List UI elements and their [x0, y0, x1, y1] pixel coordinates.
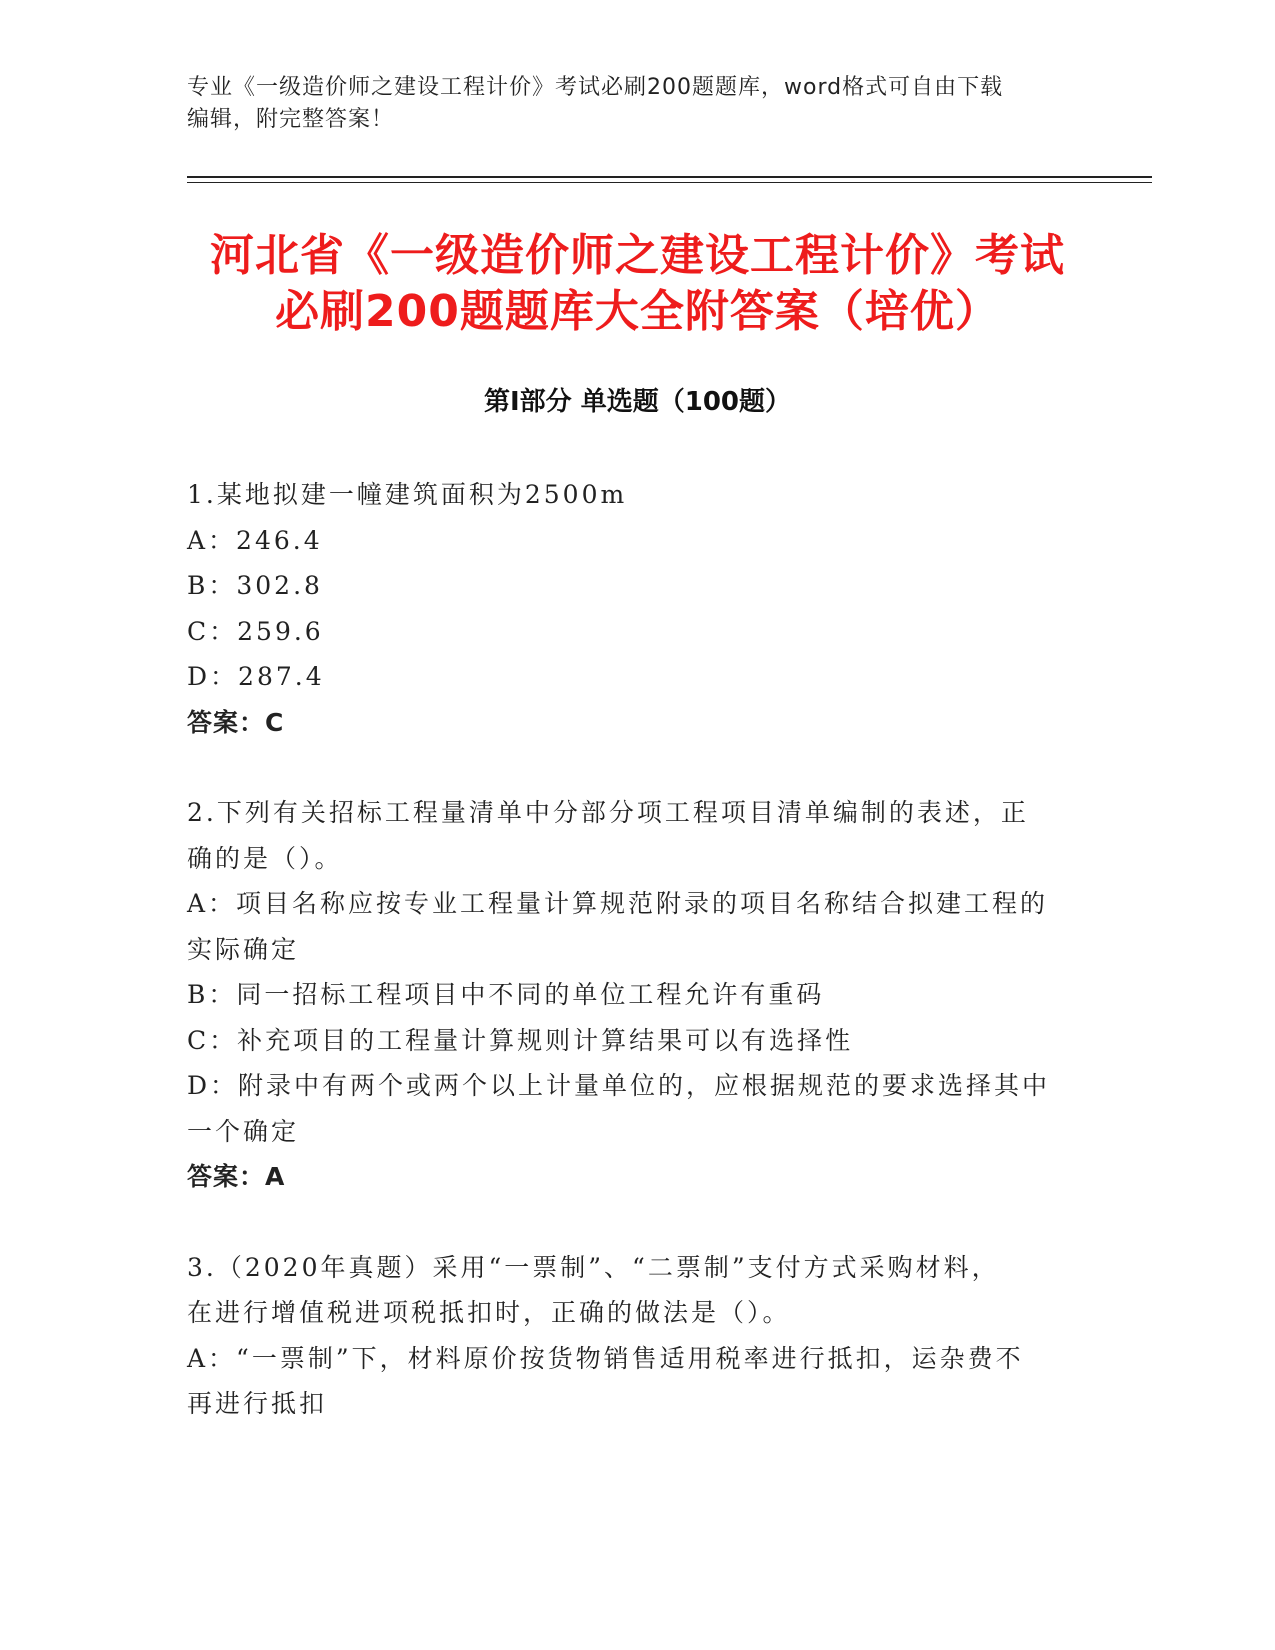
question-stem: 在进行增值税进项税抵扣时，正确的做法是（）。 — [187, 1298, 791, 1327]
question-stem: 3.（2020年真题）采用“一票制”、“二票制”支付方式采购材料， — [187, 1252, 1000, 1282]
question-list — [187, 472, 1067, 1427]
option-d-continued: 一个确定 — [187, 1116, 300, 1146]
option-a: A：项目名称应按专业工程量计算规范附录的项目名称结合拟建工程的 — [187, 889, 1049, 918]
header-note — [187, 72, 1067, 136]
option-a-continued: 实际确定 — [187, 934, 300, 964]
header-divider — [187, 176, 1152, 178]
option-a: A：246.4 — [187, 525, 323, 555]
header-note-line: 编辑，附完整答案！ — [187, 107, 395, 132]
document-title-line: 必刷200题题库大全附答案（培优） — [275, 286, 1000, 337]
option-d: D：287.4 — [187, 662, 325, 691]
header-divider-thin — [187, 182, 1152, 183]
option-d: D：附录中有两个或两个以上计量单位的，应根据规范的要求选择其中 — [187, 1071, 1051, 1100]
option-b: B：同一招标工程项目中不同的单位工程允许有重码 — [187, 980, 825, 1009]
option-c: C：补充项目的工程量计算规则计算结果可以有选择性 — [187, 1025, 854, 1055]
option-a-continued: 再进行抵扣 — [187, 1389, 328, 1418]
section-heading: 第Ⅰ部分 单选题（100题） — [484, 387, 791, 417]
header-note-line: 专业《一级造价师之建设工程计价》考试必刷200题题库，word格式可自由下载 — [187, 75, 1004, 100]
question-stem: 1.某地拟建一幢建筑面积为2500m — [187, 480, 628, 509]
question-gap — [187, 745, 1067, 790]
option-b: B：302.8 — [187, 571, 323, 600]
option-c: C：259.6 — [187, 616, 324, 646]
answer-label: 答案：A — [187, 1162, 286, 1191]
question-gap — [187, 1200, 1067, 1245]
question-stem: 2.下列有关招标工程量清单中分部分项工程项目清单编制的表述，正 — [187, 798, 1029, 827]
option-a: A：“一票制”下，材料原价按货物销售适用税率进行抵扣，运杂费不 — [187, 1343, 1024, 1373]
question-stem: 确的是（）。 — [187, 843, 343, 873]
answer-label: 答案：C — [187, 707, 285, 737]
document-title — [150, 228, 1125, 340]
document-title-line: 河北省《一级造价师之建设工程计价》考试 — [210, 230, 1065, 281]
